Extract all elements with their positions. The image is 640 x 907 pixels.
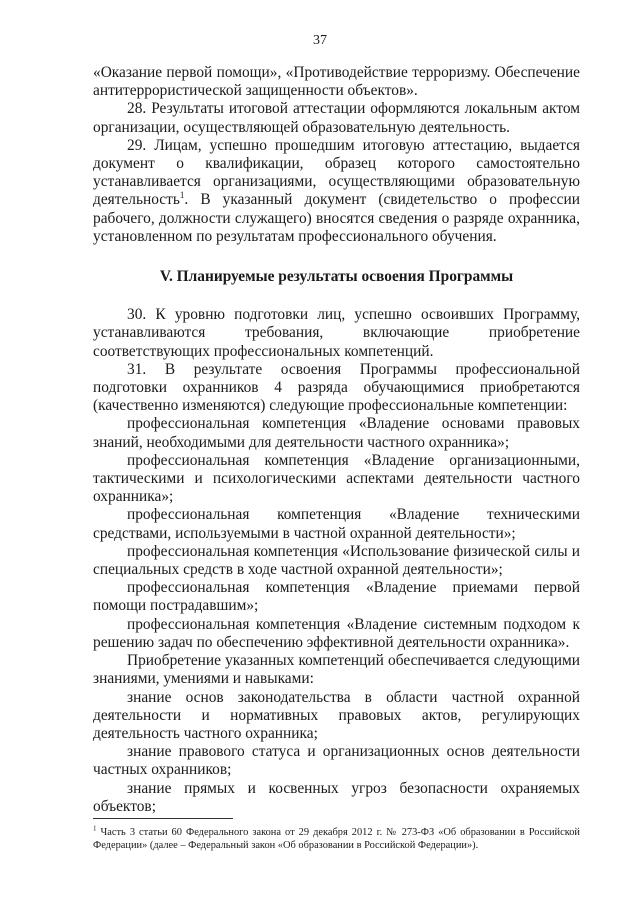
paragraph: Приобретение указанных компетенций обеспечивается следующими знаниями, умениями и навыками: <box>93 652 580 688</box>
document-body <box>93 64 580 816</box>
competence-item: профессиональная компетенция «Владение организационными, тактическими и психологическими аспектами деятельности частного охранника»; <box>93 451 580 506</box>
page-number: 37 <box>313 33 327 48</box>
knowledge-item: знание правового статуса и организационных основ деятельности частных охранников; <box>93 743 580 779</box>
footnote <box>93 826 580 852</box>
footnote-reference[interactable]: 1 <box>179 190 185 201</box>
footnote-mark: 1 <box>93 824 97 833</box>
section-title: V. Планируемые результаты освоения Программы <box>159 268 514 286</box>
knowledge-item: знание прямых и косвенных угроз безопасности охраняемых объектов; <box>93 779 580 815</box>
competence-item: профессиональная компетенция «Владение приемами первой помощи пострадавшим»; <box>93 579 580 615</box>
paragraph: «Оказание первой помощи», «Противодействие терроризму. Обеспечение антитеррористической защищенности объектов». <box>93 64 580 100</box>
paragraph-29 <box>93 137 580 246</box>
paragraph-31: 31. В результате освоения Программы профессиональной подготовки охранников 4 разряда обучающимися приобретаются (качественно изменяются) следующие профессиональные компетенции: <box>93 360 580 415</box>
competence-item: профессиональная компетенция «Владение системным подходом к решению задач по обеспечению эффективной деятельности охранника». <box>93 615 580 651</box>
competence-item: профессиональная компетенция «Владение основами правовых знаний, необходимыми для деятельности частного охранника»; <box>93 415 580 451</box>
paragraph-29-text-continued: . В указанный документ (свидетельство о профессии рабочего, должности служащего) вносятся сведения о разряде охранника, установленном по результатам профессионального обучения. <box>93 191 580 245</box>
paragraph-30: 30. К уровню подготовки лиц, успешно освоивших Программу, устанавливаются требования, включающие приобретение соответствующих профессиональных компетенций. <box>93 306 580 360</box>
paragraph-29-text: 29. Лицам, успешно прошедшим итоговую аттестацию, выдается документ о квалификации, образец которого самостоятельно устанавливается организациями, осуществляющими образовательную деятельность <box>93 136 580 209</box>
footnote-text: Часть 3 статьи 60 Федерального закона от 29 декабря 2012 г. № 273-ФЗ «Об образовании в Российской Федерации» (далее – Федеральный закон «Об образовании в Российской Федерации»). <box>93 827 580 851</box>
footnote-divider <box>93 818 233 819</box>
knowledge-item: знание основ законодательства в области частной охранной деятельности и нормативных правовых актов, регулирующих деятельность частного охранника; <box>93 688 580 742</box>
paragraph-28: 28. Результаты итоговой аттестации оформляются локальным актом организации, осуществляющей образовательную деятельность. <box>93 100 580 136</box>
competence-item: профессиональная компетенция «Владение техническими средствами, используемыми в частной охранной деятельности»; <box>93 506 580 542</box>
competence-item: профессиональная компетенция «Использование физической силы и специальных средств в ходе частной охранной деятельности»; <box>93 542 580 579</box>
